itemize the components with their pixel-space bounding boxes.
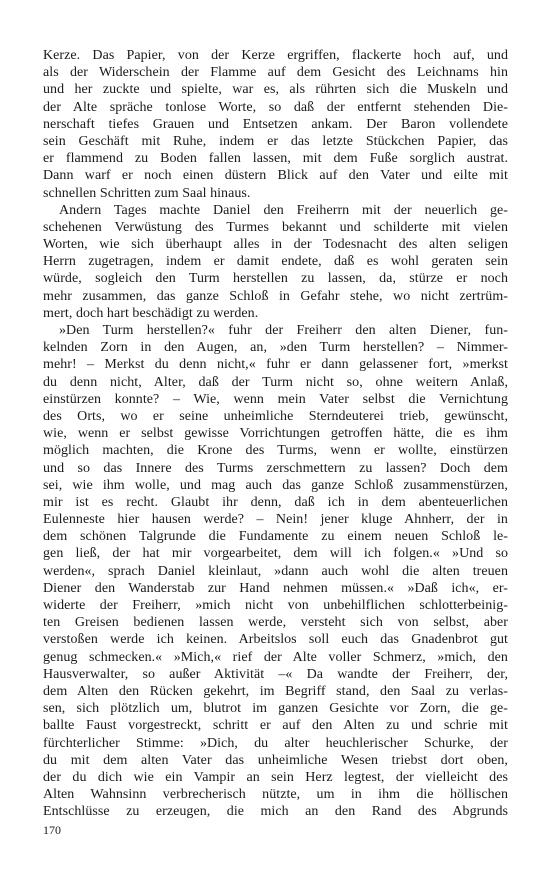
text-line: mehr! – Merkst du denn nicht,« fuhr er dann gelassener fort, »merkst: [43, 357, 508, 373]
text-line: sein Geschäft mit Ruhe, indem er das letzte Stückchen Papier, das: [43, 133, 508, 149]
text-line: kelnden Zorn in den Augen, an, »den Turm herstellen? – Nimmer-: [43, 340, 508, 356]
text-line: nerschaft tiefes Grauen und Entsetzen ankam. Der Baron vollendete: [43, 116, 508, 132]
text-line: Herrn zugetragen, indem er damit endete, daß es wohl geraten sein: [43, 254, 508, 270]
text-line: als der Widerschein der Flamme auf dem Gesicht des Leichnams hin: [43, 65, 508, 81]
text-line: sei, wie ihm wolle, und mag auch das ganze Schloß zusammenstürzen,: [43, 477, 508, 493]
text-line: ballte Faust vorgestreckt, schritt er auf den Alten zu und schrie mit: [43, 718, 508, 734]
text-line: mehr zusammen, das ganze Schloß in Gefahr stehe, wo nicht zertrüm-: [43, 288, 508, 304]
text-line: Worten, wie sich überhaupt alles in der Todesnacht des alten seligen: [43, 237, 508, 253]
text-line: des Orts, wo er seine unheimliche Sterndeuterei trieb, gewünscht,: [43, 408, 508, 424]
text-line: und so das Innere des Turms zerschmettern zu lassen? Doch dem: [43, 460, 508, 476]
text-line: schehenen Verwüstung des Turmes bekannt und schilderte mit vielen: [43, 219, 508, 235]
text-line: schnellen Schritten zum Saal hinaus.: [43, 185, 251, 201]
text-line: würde, sogleich den Turm herstellen zu lassen, da, stürze er noch: [43, 271, 508, 287]
text-line: Diener den Wanderstab zur Hand nehmen müssen.« »Daß ich«, er-: [43, 580, 508, 596]
text-line: einstürzen konnte? – Wie, wenn mein Vater selbst die Vernichtung: [43, 391, 508, 407]
text-line: genug schmecken.« »Mich,« rief der Alte voller Schmerz, »mich, den: [43, 649, 508, 665]
page-number: 170: [43, 823, 61, 837]
text-line: widerte der Freiherr, »mich nicht von unbehilflichen schlotterbeinig-: [43, 598, 508, 613]
text-line: Eulenneste hier hausen werde? – Nein! jener kluge Ahnherr, der in: [43, 512, 508, 528]
text-line: er flammend zu Boden fallen lassen, mit dem Fuße sorglich austrat.: [43, 151, 508, 167]
text-line: der du dich wie ein Vampir an sein Herz legtest, der vielleicht des: [43, 769, 508, 785]
text-line: Alten Wahnsinn verbrecherisch nützte, um in ihm die höllischen: [43, 787, 508, 803]
text-line: wie, wenn er selbst gewisse Vorrichtungen getroffen hätte, die es ihm: [43, 426, 508, 442]
text-line: dem schönen Talgrunde die Fundamente zu einem neuen Schloß le-: [43, 529, 508, 545]
text-line: mert, doch hart beschädigt zu werden.: [43, 305, 259, 321]
text-line: »Den Turm herstellen?« fuhr der Freiherr den alten Diener, fun-: [59, 323, 508, 338]
text-line: Entschlüsse zu erzeugen, die mich an den Rand des Abgrunds: [43, 804, 508, 820]
text-line: gen ließ, der hat mir vorgearbeitet, dem will ich folgen.« »Und so: [43, 546, 508, 562]
text-line: dem Alten den Rücken gekehrt, im Begriff stand, den Saal zu verlas-: [43, 683, 508, 699]
text-line: Andern Tages machte Daniel den Freiherrn mit der neuerlich ge-: [59, 202, 508, 218]
text-line: mir ist es recht. Glaubt ihr denn, daß ich in dem abenteuerlichen: [43, 494, 508, 510]
text-line: du denn nicht, Alter, daß der Turm nicht so, ohne weitern Anlaß,: [43, 374, 508, 390]
text-line: du mit dem alten Vater das unheimliche Wesen triebst dort oben,: [43, 752, 508, 768]
text-line: der Alte spräche tonlose Worte, so daß der entfernt stehenden Die-: [43, 99, 508, 115]
text-line: fürchterlicher Stimme: »Dich, du alter heuchlerischer Schurke, der: [43, 735, 508, 751]
text-line: Hausverwalter, so außer Aktivität –« Da wandte der Freiherr, der,: [43, 666, 508, 682]
text-line: werden«, sprach Daniel kleinlaut, »dann auch wohl die alten treuen: [43, 563, 508, 579]
text-line: möglich machten, die Krone des Turms, wenn er wollte, einstürzen: [43, 443, 508, 459]
text-line: und her zuckte und spielte, war es, als rührten sich die Muskeln und: [43, 82, 508, 98]
text-line: sen, sich plötzlich um, blutrot im ganzen Gesichte vor Zorn, die ge-: [43, 701, 508, 717]
text-line: Dann warf er noch einen düstern Blick auf den Vater und eilte mit: [43, 168, 508, 184]
body-text: [43, 47, 508, 820]
text-line: ten Greisen bedienen lassen werde, versteht sich von selbst, aber: [43, 615, 508, 631]
text-line: verstoßen werde ich keinen. Arbeitslos soll euch das Gnadenbrot gut: [43, 632, 508, 648]
text-line: Kerze. Das Papier, von der Kerze ergriffen, flackerte hoch auf, und: [43, 48, 508, 63]
